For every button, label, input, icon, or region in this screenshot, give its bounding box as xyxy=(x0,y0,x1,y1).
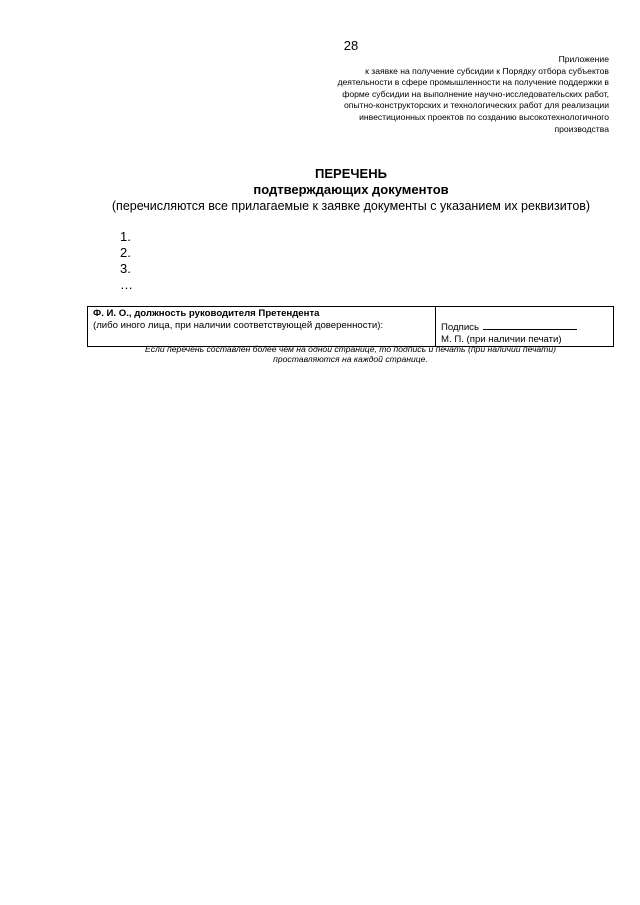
signature-table xyxy=(87,306,614,347)
footnote-line: проставляются на каждой странице. xyxy=(273,353,428,364)
appendix-line: деятельности в сфере промышленности на получение поддержки в xyxy=(337,77,609,88)
page-number: 28 xyxy=(343,38,359,53)
stamp-label: М. П. (при наличии печати) xyxy=(441,334,562,345)
appendix-line: инвестиционных проектов по созданию высокотехнологичного xyxy=(359,111,609,122)
footnote xyxy=(87,345,614,364)
signatory-label: Ф. И. О., должность руководителя Претендента xyxy=(93,308,320,319)
document-heading xyxy=(0,166,640,214)
document-title-note: (перечисляются все прилагаемые к заявке документы с указанием их реквизитов) xyxy=(111,199,591,213)
signature-row xyxy=(441,320,608,334)
document-title: ПЕРЕЧЕНЬ xyxy=(315,166,387,181)
appendix-caption xyxy=(269,54,609,135)
signature-cell xyxy=(436,307,614,347)
appendix-line: опытно-конструкторских и технологических работ для реализации xyxy=(343,100,609,111)
document-list xyxy=(120,229,133,293)
signature-line xyxy=(483,320,577,330)
list-item: 3. xyxy=(120,261,131,276)
document-subtitle: подтверждающих документов xyxy=(253,182,449,197)
appendix-line: Приложение xyxy=(558,54,609,64)
list-item: … xyxy=(120,277,133,292)
list-item: 2. xyxy=(120,245,131,260)
signatory-cell xyxy=(88,307,436,347)
signatory-note: (либо иного лица, при наличии соответствующей доверенности): xyxy=(93,320,384,331)
appendix-line: форме субсидии на выполнение научно-исследовательских работ, xyxy=(342,88,609,99)
appendix-line: производства xyxy=(554,123,609,134)
list-item: 1. xyxy=(120,229,131,244)
footnote-line: Если перечень составлен более чем на одной странице, то подпись и печать (при наличии печати) xyxy=(145,344,556,354)
appendix-line: к заявке на получение субсидии к Порядку отбора субъектов xyxy=(365,65,609,76)
signature-label: Подпись xyxy=(441,322,479,333)
